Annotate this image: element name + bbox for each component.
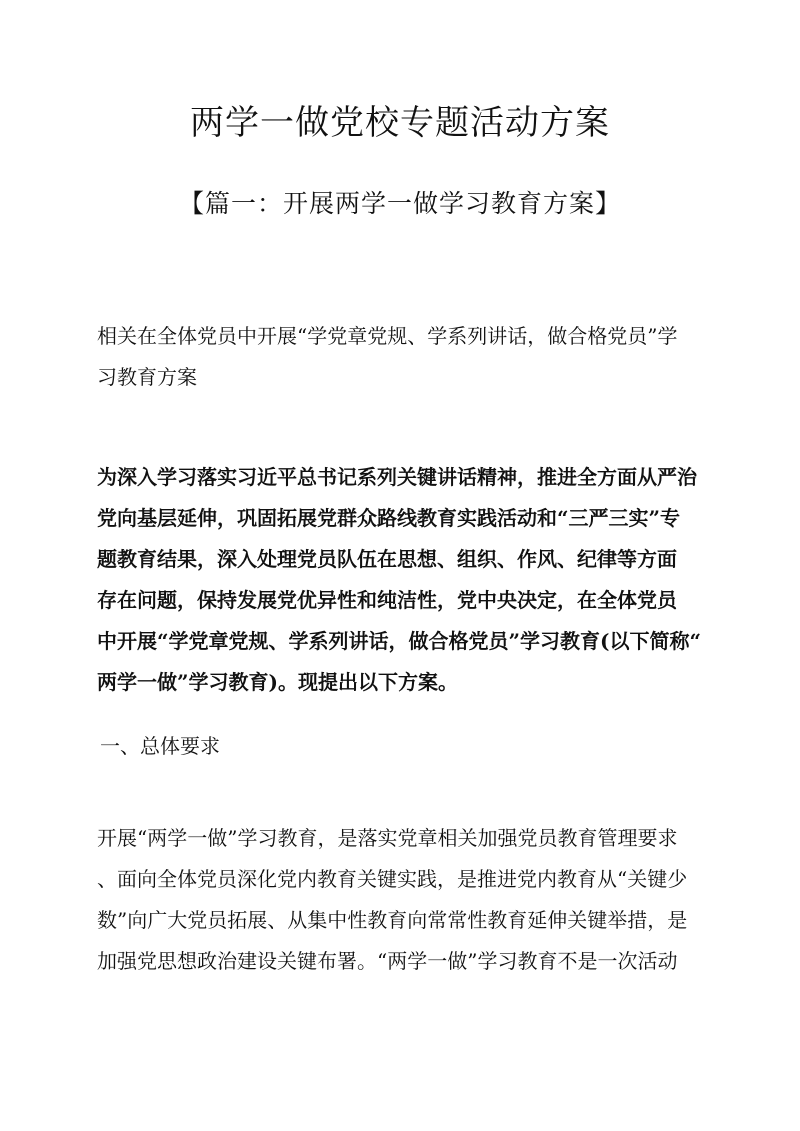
- section-1-heading: 一、总体要求: [100, 734, 220, 758]
- paragraph-1-line: 党向基层延伸，巩固拓展党群众路线教育实践活动和“三严三实”专: [97, 506, 681, 530]
- paragraph-1: [97, 457, 717, 703]
- paragraph-1-line: 两学一做”学习教育)。现提出以下方案。: [97, 670, 458, 694]
- intro-line: 习教育方案: [97, 365, 197, 389]
- document-title: 两学一做党校专题活动方案: [190, 103, 610, 143]
- paragraph-1-line: 中开展“学党章党规、学系列讲话，做合格党员”学习教育(以下简称“: [97, 629, 701, 653]
- paragraph-2-line: 开展“两学一做”学习教育，是落实党章相关加强党员教育管理要求: [97, 826, 678, 850]
- paragraph-2-line: 、面向全体党员深化党内教育关键实践，是推进党内教育从“关键少: [97, 867, 688, 891]
- intro-line: 相关在全体党员中开展“学党章党规、学系列讲话，做合格党员”学: [97, 324, 678, 348]
- paragraph-2-line: 数”向广大党员拓展、从集中性教育向常常性教育延伸关键举措，是: [97, 908, 688, 932]
- paragraph-1-line: 为深入学习落实习近平总书记系列关键讲话精神，推进全方面从严治: [97, 465, 697, 489]
- document-subtitle: 【篇一：开展两学一做学习教育方案】: [178, 189, 621, 218]
- paragraph-2: [97, 818, 717, 982]
- paragraph-1-line: 题教育结果，深入处理党员队伍在思想、组织、作风、纪律等方面: [97, 547, 677, 571]
- intro-paragraph: [97, 316, 717, 398]
- paragraph-1-line: 存在问题，保持发展党优异性和纯洁性，党中央决定，在全体党员: [97, 588, 677, 612]
- paragraph-2-line: 加强党思想政治建设关键布署。“两学一做”学习教育不是一次活动: [97, 949, 678, 973]
